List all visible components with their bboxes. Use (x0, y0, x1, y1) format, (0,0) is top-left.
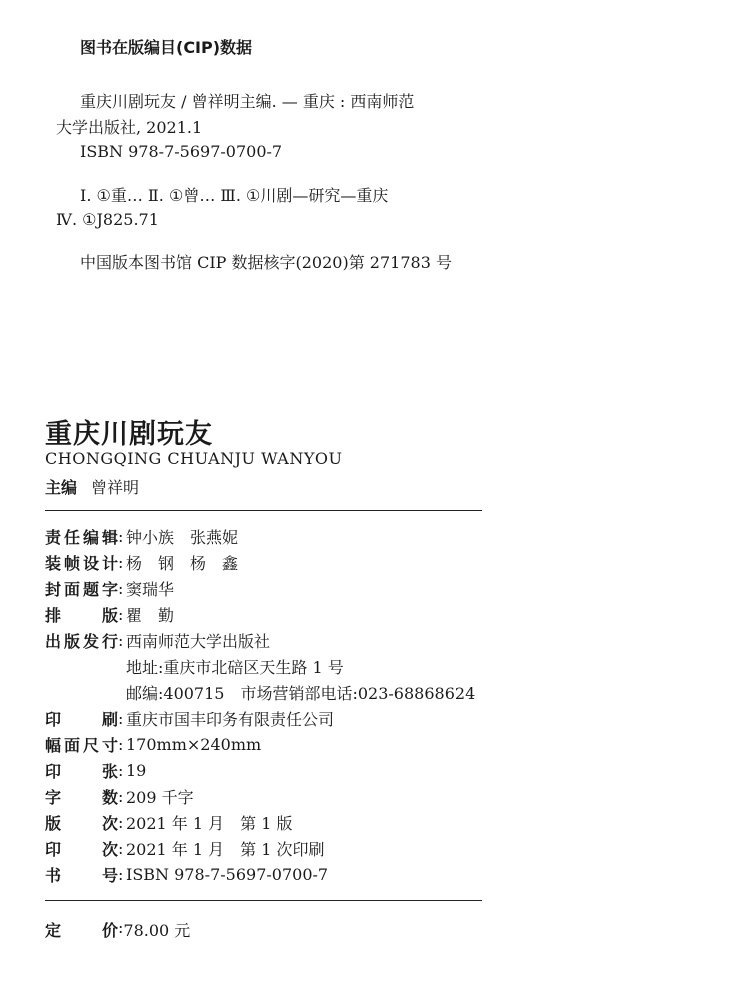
credit-row (45, 705, 505, 731)
credit-colon: : (118, 708, 124, 728)
credits-list (45, 523, 505, 887)
editor-row (45, 475, 139, 498)
credit-value: 2021 年 1 月 第 1 版 (126, 813, 293, 833)
credit-colon: : (118, 604, 124, 624)
price-label (45, 918, 118, 941)
credit-row (45, 575, 505, 601)
credit-value: 西南师范大学出版社 (126, 631, 271, 651)
cip-line: ISBN 978-7-5697-0700-7 (80, 142, 283, 161)
credit-label-char: 印 (45, 839, 62, 859)
credit-label-char: 寸 (101, 735, 118, 755)
credit-label-char: 装 (45, 553, 62, 573)
credit-label-char: 面 (63, 579, 80, 599)
credit-label-char: 字 (101, 579, 118, 599)
credit-colon: : (118, 552, 124, 572)
credit-label (45, 551, 118, 574)
credit-label-char: 编 (82, 527, 99, 547)
credit-label-char: 书 (45, 865, 62, 885)
credit-label-char: 幅 (45, 735, 62, 755)
credit-label-char: 辑 (101, 527, 118, 547)
credit-value: 重庆市国丰印务有限责任公司 (126, 709, 335, 729)
credit-value: 19 (126, 760, 147, 780)
credit-value: 钟小族 张燕妮 (126, 527, 239, 547)
credit-colon: : (118, 526, 124, 546)
cip-line: Ⅳ. ①J825.71 (56, 210, 159, 229)
credit-label-char: 刷 (101, 709, 118, 729)
credit-label (45, 577, 118, 600)
credit-row (45, 549, 505, 575)
credit-colon: : (118, 864, 124, 884)
cip-heading: 图书在版编目(CIP)数据 (80, 38, 253, 57)
credit-value: 170mm×240mm (126, 734, 262, 754)
credit-label (45, 629, 118, 652)
credit-row (45, 861, 505, 887)
credit-value: ISBN 978-7-5697-0700-7 (126, 864, 329, 884)
price-label-char: 定 (45, 921, 62, 940)
credit-label-char: 号 (101, 865, 118, 885)
credit-value: 209 千字 (126, 787, 194, 807)
credit-value: 邮编:400715 市场营销部电话:023-68868624 (126, 683, 476, 703)
credit-label-char: 排 (45, 605, 62, 625)
divider-top (45, 510, 482, 511)
credit-label-char: 封 (45, 579, 62, 599)
credit-colon: : (118, 630, 124, 650)
credit-label (45, 863, 118, 886)
credit-label-char: 面 (63, 735, 80, 755)
price-value: 78.00 元 (123, 921, 191, 940)
credit-label-char: 印 (45, 761, 62, 781)
credit-label-char: 题 (82, 579, 99, 599)
credit-label-char: 出 (45, 631, 62, 651)
book-title-pinyin: CHONGQING CHUANJU WANYOU (45, 449, 343, 468)
credit-label (45, 759, 118, 782)
credit-colon: : (118, 812, 124, 832)
credit-row (45, 679, 505, 705)
cip-line: 大学出版社, 2021.1 (56, 118, 203, 137)
credit-label (45, 603, 118, 626)
credit-label-char: 版 (63, 631, 80, 651)
credit-label-char: 数 (101, 787, 118, 807)
credit-value: 窦瑞华 (126, 579, 175, 599)
credit-label-char: 计 (101, 553, 118, 573)
credit-label (45, 525, 118, 548)
credit-value: 杨 钢 杨 鑫 (126, 553, 239, 573)
editor-name: 曾祥明 (91, 478, 140, 497)
credit-label (45, 811, 118, 834)
credit-label-char: 印 (45, 709, 62, 729)
credit-row (45, 627, 505, 653)
editor-label: 主编 (45, 478, 78, 497)
credit-label-char: 发 (82, 631, 99, 651)
credit-label-char: 任 (63, 527, 80, 547)
cip-line: Ⅰ. ①重… Ⅱ. ①曾… Ⅲ. ①川剧—研究—重庆 (80, 186, 389, 205)
credit-row (45, 783, 505, 809)
credit-label (45, 785, 118, 808)
credit-label-char: 版 (45, 813, 62, 833)
credit-row (45, 601, 505, 627)
credit-colon: : (118, 578, 124, 598)
credit-row (45, 653, 505, 679)
credit-label-char: 次 (101, 839, 118, 859)
credit-row (45, 731, 505, 757)
price-label-char: 价 (101, 921, 118, 940)
credit-row (45, 835, 505, 861)
credit-colon: : (118, 760, 124, 780)
credit-label (45, 733, 118, 756)
credit-row (45, 523, 505, 549)
cip-line: 重庆川剧玩友 / 曾祥明主编. — 重庆 : 西南师范 (80, 92, 415, 111)
credit-value: 2021 年 1 月 第 1 次印刷 (126, 839, 325, 859)
book-title: 重庆川剧玩友 (45, 419, 213, 450)
price-row (45, 918, 190, 941)
credit-label-char: 帧 (63, 553, 80, 573)
credit-label-char: 字 (45, 787, 62, 807)
credit-colon: : (118, 786, 124, 806)
credit-label-char: 责 (45, 527, 62, 547)
credit-colon: : (118, 838, 124, 858)
credit-label (45, 837, 118, 860)
credit-colon: : (118, 734, 124, 754)
credit-label (45, 707, 118, 730)
credit-label-char: 次 (101, 813, 118, 833)
cip-line: 中国版本图书馆 CIP 数据核字(2020)第 271783 号 (80, 253, 452, 272)
credit-value: 地址:重庆市北碚区天生路 1 号 (126, 657, 344, 677)
credit-label-char: 张 (101, 761, 118, 781)
credit-row (45, 757, 505, 783)
price-colon: : (118, 918, 124, 937)
credit-value: 瞿 勤 (126, 605, 175, 625)
credit-label-char: 行 (101, 631, 118, 651)
credit-label-char: 设 (82, 553, 99, 573)
credit-label-char: 版 (101, 605, 118, 625)
credit-row (45, 809, 505, 835)
credit-label-char: 尺 (82, 735, 99, 755)
divider-bottom (45, 900, 482, 901)
